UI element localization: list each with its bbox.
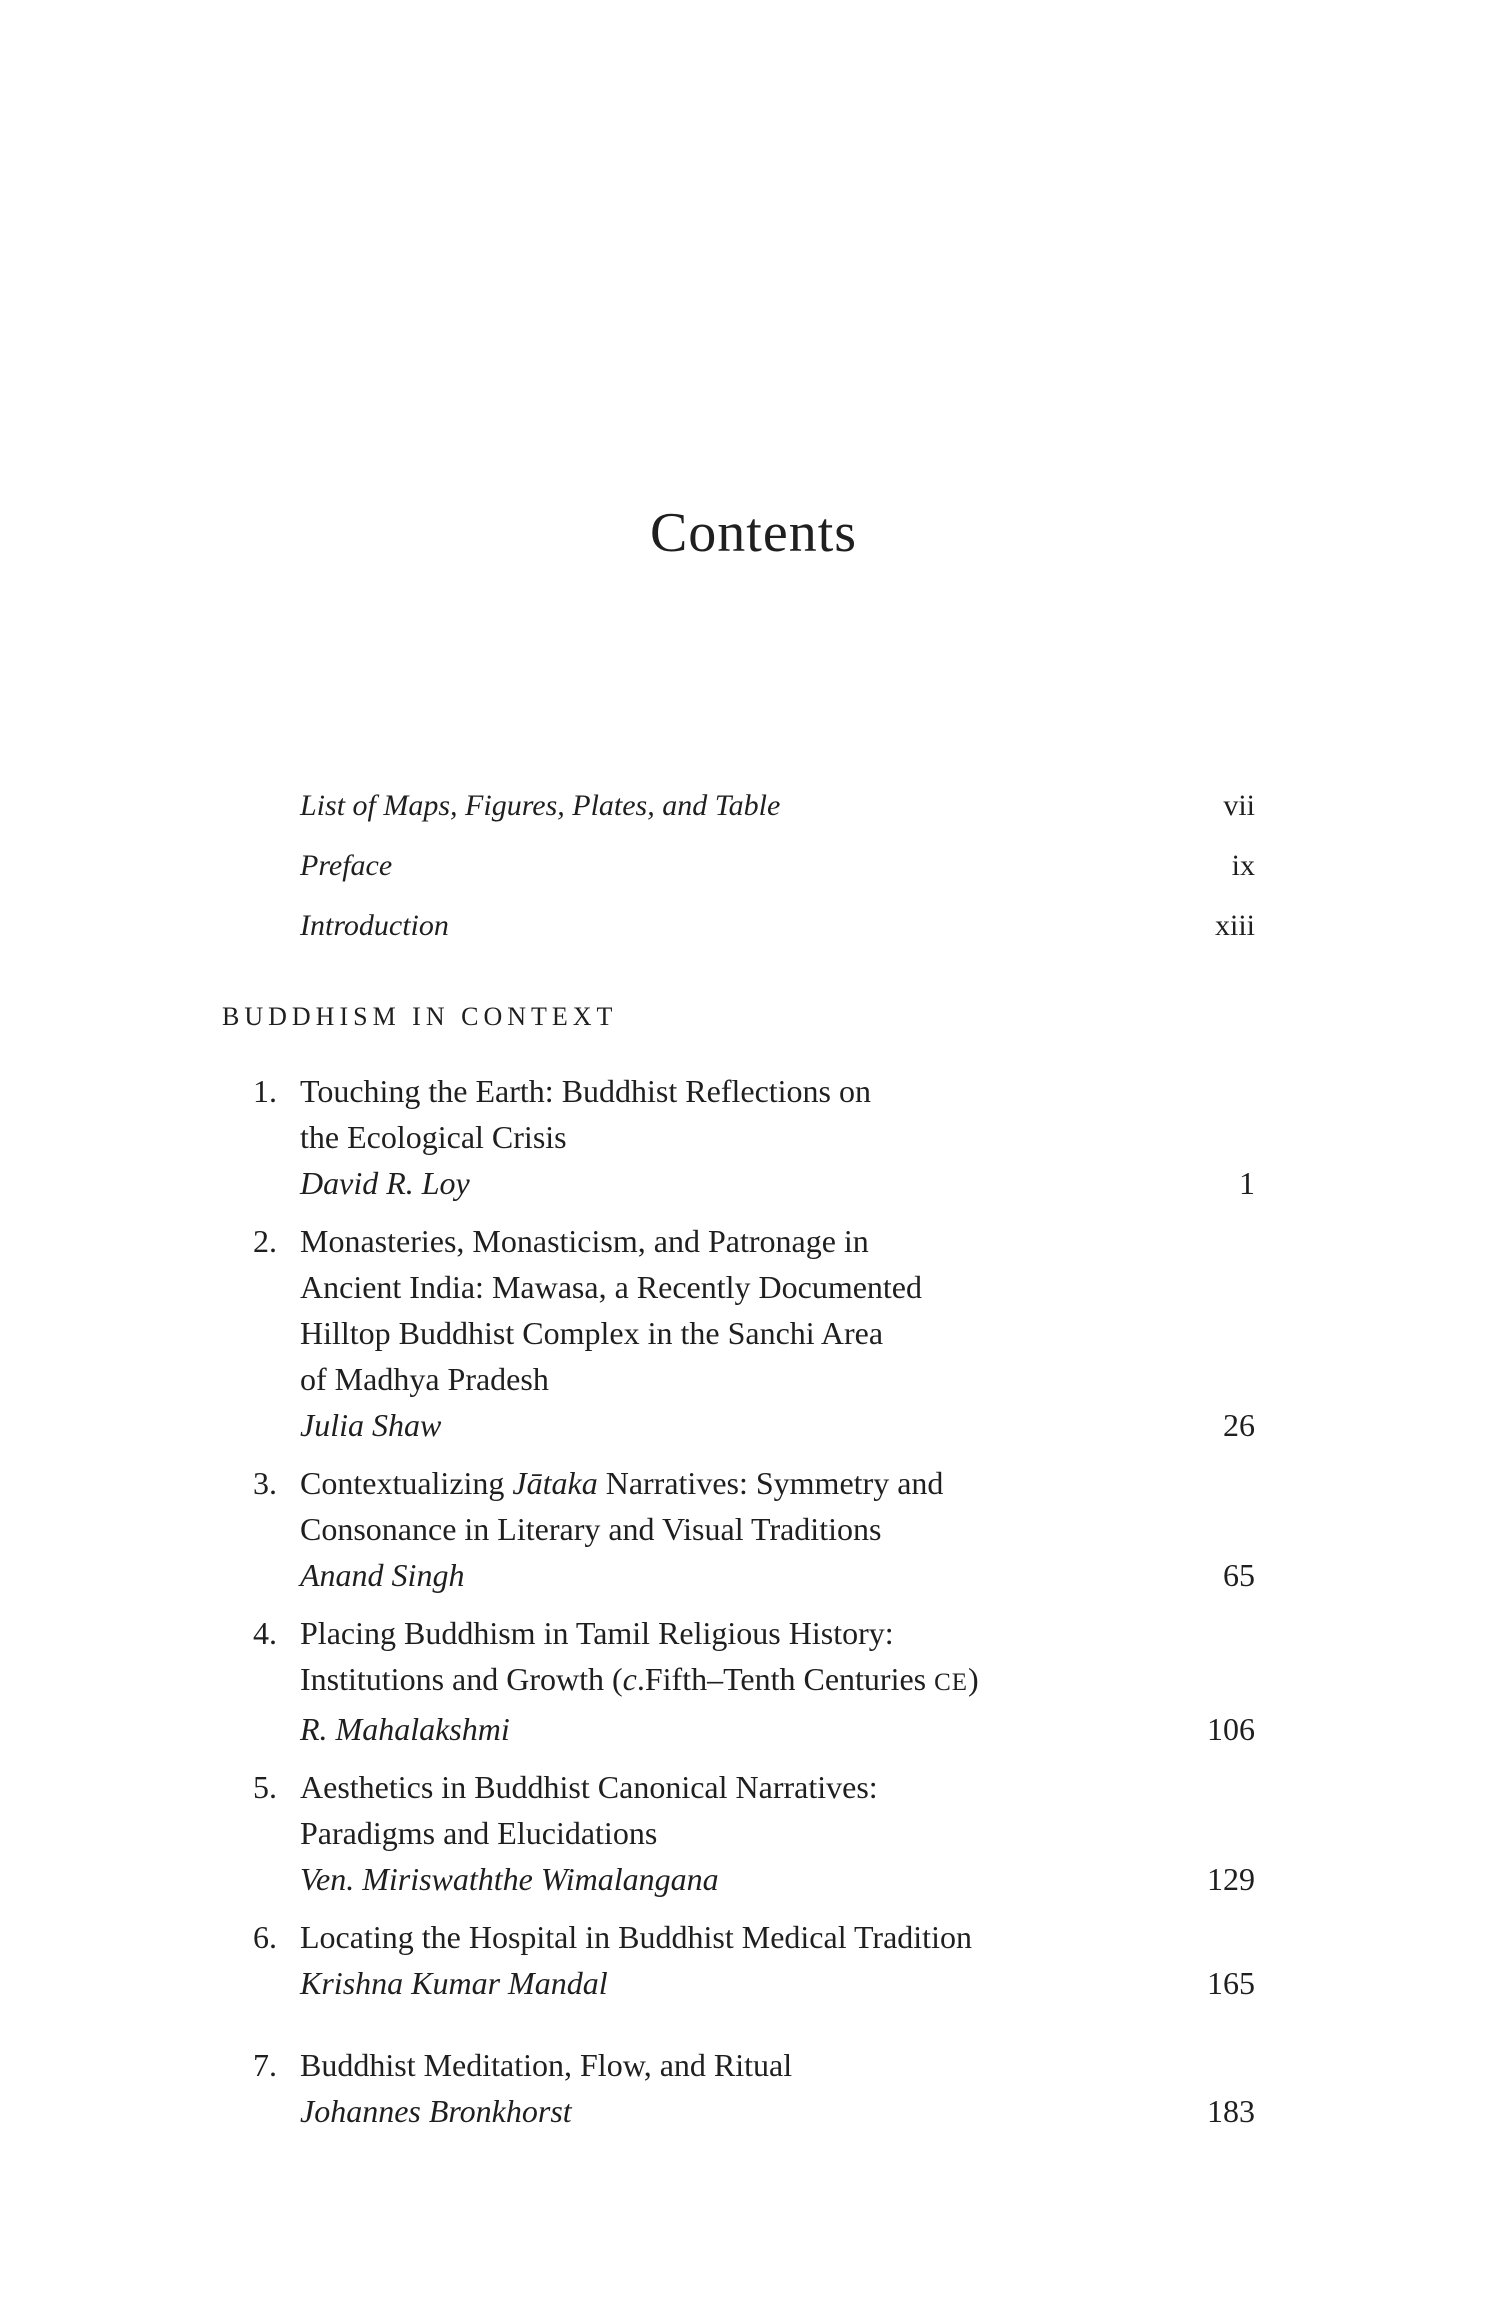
text-segment: Narratives: Symmetry and — [597, 1465, 944, 1501]
chapter-number: 4. — [253, 1615, 277, 1651]
chapter-author: David R. Loy — [300, 1165, 470, 1201]
chapter-title-line: the Ecological Crisis — [300, 1119, 567, 1155]
chapter-title-line: Monasteries, Monasticism, and Patronage in — [300, 1223, 869, 1259]
chapter-title-line: Paradigms and Elucidations — [300, 1815, 658, 1851]
text-segment: Institutions and Growth ( — [300, 1661, 623, 1697]
chapter-number: 3. — [253, 1465, 277, 1501]
chapter-body — [300, 1914, 1255, 2006]
chapter-item — [222, 1764, 1255, 1902]
chapter-body — [300, 1460, 1255, 1598]
chapter-title-line: Ancient India: Mawasa, a Recently Documented — [300, 1269, 922, 1305]
chapter-number: 1. — [253, 1073, 277, 1109]
chapter-body — [300, 1218, 1255, 1448]
text-segment-italic: c — [622, 1661, 637, 1697]
chapter-list — [222, 1068, 1255, 2134]
chapter-item — [222, 2042, 1255, 2134]
chapter-item — [222, 1610, 1255, 1752]
text-column — [222, 0, 1255, 2146]
chapter-title-line: Locating the Hospital in Buddhist Medical Tradition — [300, 1919, 972, 1955]
chapter-title-line: Touching the Earth: Buddhist Reflections on — [300, 1073, 871, 1109]
chapter-title-line — [300, 1460, 1255, 1506]
text-segment-smallcaps: CE — [934, 1669, 969, 1696]
chapter-page-number: 65 — [1223, 1557, 1255, 1593]
text-segment: .Fifth–Tenth Centuries — [636, 1661, 935, 1697]
chapter-number: 7. — [253, 2047, 277, 2083]
chapter-author: R. Mahalakshmi — [300, 1711, 510, 1747]
front-matter-list — [222, 776, 1255, 956]
chapter-title-line: of Madhya Pradesh — [300, 1361, 549, 1397]
chapter-title-line — [300, 1656, 1255, 1706]
chapter-author: Julia Shaw — [300, 1407, 442, 1443]
chapter-page-number: 26 — [1223, 1407, 1255, 1443]
chapter-body — [300, 2042, 1255, 2134]
text-segment: Contextualizing — [300, 1465, 513, 1501]
text-segment-italic: Jātaka — [512, 1465, 598, 1501]
chapter-author: Johannes Bronkhorst — [300, 2093, 572, 2129]
front-matter-page-number: xiii — [1214, 909, 1255, 942]
front-matter-row — [222, 896, 1255, 956]
text-segment: ) — [968, 1661, 979, 1697]
chapter-item — [222, 1914, 1255, 2006]
front-matter-label: Preface — [300, 849, 393, 882]
chapter-author: Anand Singh — [300, 1557, 465, 1593]
front-matter-page-number: ix — [1231, 849, 1255, 882]
front-matter-label: Introduction — [300, 909, 449, 942]
section-heading: BUDDHISM IN CONTEXT — [222, 1002, 618, 1031]
chapter-page-number: 106 — [1207, 1711, 1255, 1747]
front-matter-label: List of Maps, Figures, Plates, and Table — [300, 789, 781, 822]
chapter-title-line: Aesthetics in Buddhist Canonical Narratives: — [300, 1769, 878, 1805]
chapter-item — [222, 1460, 1255, 1598]
chapter-body — [300, 1610, 1255, 1752]
chapter-body — [300, 1068, 1255, 1206]
chapter-page-number: 183 — [1207, 2093, 1255, 2129]
chapter-item — [222, 1068, 1255, 1206]
chapter-page-number: 165 — [1207, 1965, 1255, 2001]
chapter-number: 6. — [253, 1919, 277, 1955]
chapter-title-line: Consonance in Literary and Visual Traditions — [300, 1511, 882, 1547]
chapter-page-number: 1 — [1239, 1165, 1255, 1201]
front-matter-row — [222, 836, 1255, 896]
page-title: Contents — [649, 502, 858, 564]
chapter-number: 2. — [253, 1223, 277, 1259]
chapter-author: Krishna Kumar Mandal — [300, 1965, 608, 2001]
front-matter-page-number: vii — [1223, 789, 1255, 822]
chapter-number: 5. — [253, 1769, 277, 1805]
chapter-title-line: Buddhist Meditation, Flow, and Ritual — [300, 2047, 793, 2083]
chapter-author: Ven. Miriswaththe Wimalangana — [300, 1861, 719, 1897]
chapter-title-line: Placing Buddhism in Tamil Religious History: — [300, 1615, 894, 1651]
chapter-title-line: Hilltop Buddhist Complex in the Sanchi Area — [300, 1315, 884, 1351]
chapter-page-number: 129 — [1207, 1861, 1255, 1897]
chapter-body — [300, 1764, 1255, 1902]
chapter-item — [222, 1218, 1255, 1448]
front-matter-row — [222, 776, 1255, 836]
